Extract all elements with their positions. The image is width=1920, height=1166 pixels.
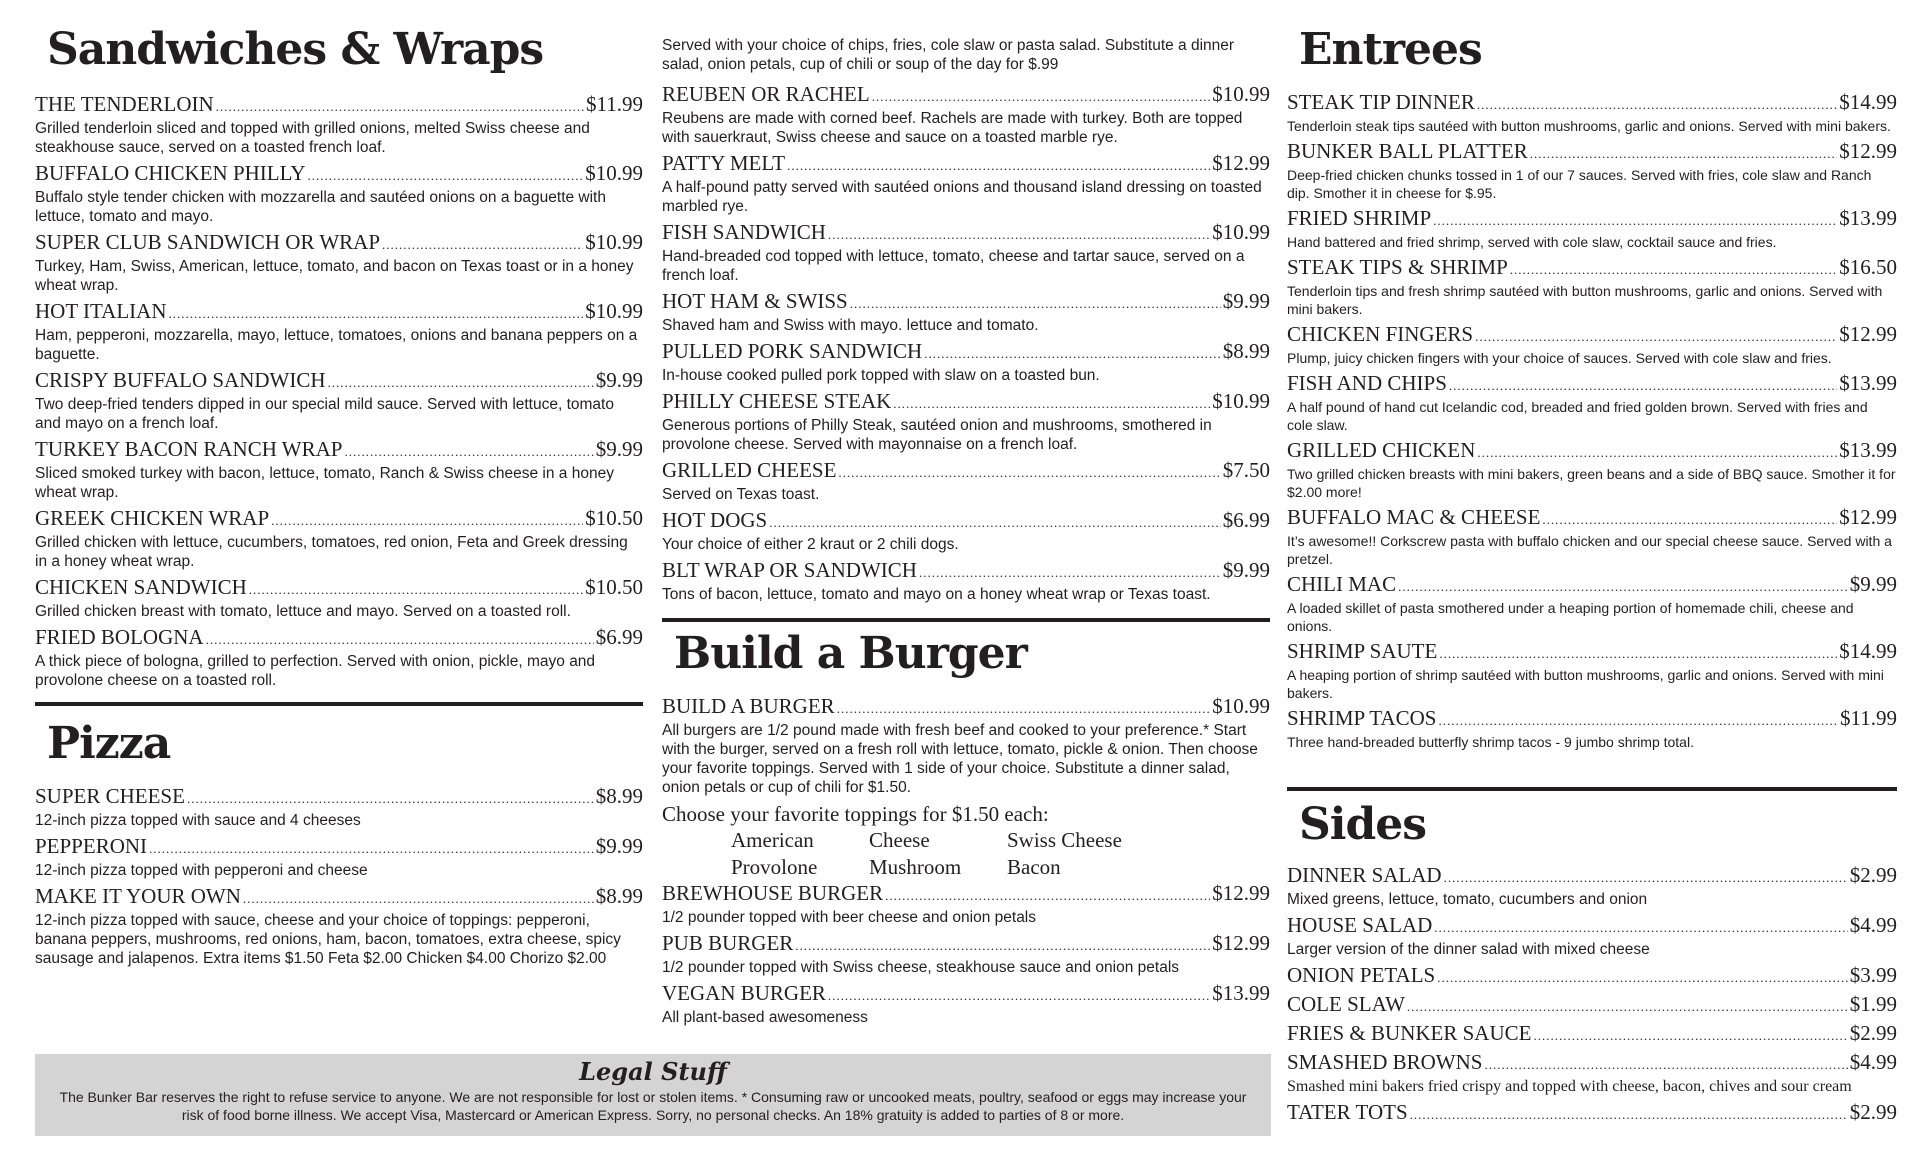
menu-item-name: BUFFALO MAC & CHEESE bbox=[1287, 505, 1541, 529]
menu-item-name: HOUSE SALAD bbox=[1287, 913, 1433, 937]
menu-item-header bbox=[662, 558, 1270, 585]
menu-item-name: BREWHOUSE BURGER bbox=[662, 881, 884, 905]
menu-item bbox=[1287, 572, 1897, 635]
menu-item-price: $9.99 bbox=[1222, 558, 1270, 582]
menu-item-price: $12.99 bbox=[1839, 505, 1897, 529]
menu-item-header bbox=[1287, 255, 1897, 282]
menu-item-name: FRIES & BUNKER SAUCE bbox=[1287, 1021, 1532, 1045]
menu-item-header bbox=[662, 931, 1270, 958]
menu-item-header bbox=[35, 92, 643, 119]
dot-leader bbox=[1444, 866, 1848, 890]
menu-item-name: SMASHED BROWNS bbox=[1287, 1050, 1483, 1074]
dot-leader bbox=[1398, 575, 1848, 599]
menu-item-description: Hand-breaded cod topped with lettuce, tomato, cheese and tartar sauce, served on a french loaf. bbox=[662, 248, 1245, 284]
menu-item-price: $12.99 bbox=[1839, 322, 1897, 346]
menu-item-price: $2.99 bbox=[1849, 863, 1897, 887]
menu-item-name: VEGAN BURGER bbox=[662, 981, 826, 1005]
menu-item bbox=[662, 151, 1270, 216]
menu-item bbox=[35, 834, 643, 880]
menu-item-header bbox=[1287, 438, 1897, 465]
menu-item-header bbox=[35, 784, 643, 811]
menu-item-name: THE TENDERLOIN bbox=[35, 92, 214, 116]
menu-item-price: $10.50 bbox=[585, 506, 643, 530]
menu-item-header bbox=[1287, 139, 1897, 166]
menu-item-price: $10.99 bbox=[585, 230, 643, 254]
topping: Mushroom bbox=[869, 855, 962, 879]
section-divider bbox=[662, 618, 1270, 622]
menu-item bbox=[1287, 371, 1897, 434]
menu-item-name: BLT WRAP OR SANDWICH bbox=[662, 558, 917, 582]
menu-item-description: In-house cooked pulled pork topped with slaw on a toasted bun. bbox=[662, 367, 1100, 384]
menu-item-description: 12-inch pizza topped with sauce, cheese and your choice of toppings: pepperoni, banana peppers, mushrooms, red onions, ham, bacon, tomatoes, extra cheese, spicy sausage and jalapenos. Extra items $1.50 Feta $2.00 Chicken $4.00 Chorizo $2.00 bbox=[35, 912, 621, 967]
menu-item-name: STEAK TIP DINNER bbox=[1287, 90, 1475, 114]
dot-leader bbox=[1475, 325, 1837, 349]
menu-item-price: $13.99 bbox=[1212, 981, 1270, 1005]
menu-item-name: ONION PETALS bbox=[1287, 963, 1436, 987]
menu-item-name: FRIED SHRIMP bbox=[1287, 206, 1432, 230]
menu-item-description: Grilled tenderloin sliced and topped with grilled onions, melted Swiss cheese and steakhouse sauce, served on a toasted french loaf. bbox=[35, 120, 590, 156]
section-divider bbox=[1287, 787, 1897, 791]
menu-item-description: Ham, pepperoni, mozzarella, mayo, lettuce, tomatoes, onions and banana peppers on a baguette. bbox=[35, 327, 638, 363]
dot-leader bbox=[828, 984, 1210, 1008]
menu-item-header bbox=[1287, 572, 1897, 599]
menu-item-price: $2.99 bbox=[1849, 1100, 1897, 1124]
dot-leader bbox=[885, 884, 1210, 908]
menu-item-name: PEPPERONI bbox=[35, 834, 148, 858]
menu-item-name: CHILI MAC bbox=[1287, 572, 1397, 596]
menu-item-price: $8.99 bbox=[1222, 339, 1270, 363]
menu-item-name: PHILLY CHEESE STEAK bbox=[662, 389, 892, 413]
menu-item-description: 12-inch pizza topped with pepperoni and cheese bbox=[35, 862, 368, 879]
build-a-burger-item bbox=[662, 694, 1270, 797]
menu-item-name: SHRIMP TACOS bbox=[1287, 706, 1437, 730]
menu-item-name: BUILD A BURGER bbox=[662, 694, 835, 718]
dot-leader bbox=[924, 342, 1221, 366]
dot-leader bbox=[308, 164, 584, 188]
sandwich-sides-note: Served with your choice of chips, fries, cole slaw or pasta salad. Substitute a dinner salad, onion petals, cup of chili or soup of the day for $.99 bbox=[662, 37, 1235, 73]
menu-item-name: FISH SANDWICH bbox=[662, 220, 826, 244]
menu-item bbox=[1287, 505, 1897, 568]
menu-item bbox=[662, 82, 1270, 147]
menu-item-description: A loaded skillet of pasta smothered under a heaping portion of homemade chili, cheese and onions. bbox=[1287, 600, 1854, 634]
menu-item-name: MAKE IT YOUR OWN bbox=[35, 884, 241, 908]
menu-item bbox=[1287, 206, 1897, 251]
pizza-title: Pizza bbox=[47, 718, 171, 769]
menu-item-name: STEAK TIPS & SHRIMP bbox=[1287, 255, 1508, 279]
menu-item-name: BUFFALO CHICKEN PHILLY bbox=[35, 161, 306, 185]
menu-item-price: $11.99 bbox=[586, 92, 643, 116]
dot-leader bbox=[1530, 142, 1838, 166]
burger-list bbox=[662, 881, 1270, 1027]
menu-item-header bbox=[662, 389, 1270, 416]
menu-item bbox=[662, 694, 1270, 797]
dot-leader bbox=[1437, 966, 1848, 990]
dot-leader bbox=[1439, 642, 1837, 666]
menu-item-price: $1.99 bbox=[1849, 992, 1897, 1016]
menu-item-header bbox=[1287, 206, 1897, 233]
menu-item-header bbox=[662, 82, 1270, 109]
menu-item bbox=[35, 92, 643, 157]
menu-item bbox=[1287, 913, 1897, 959]
menu-item-price: $16.50 bbox=[1839, 255, 1897, 279]
menu-item-price: $12.99 bbox=[1212, 931, 1270, 955]
menu-item-price: $10.99 bbox=[585, 299, 643, 323]
menu-item-description: Two deep-fried tenders dipped in our special mild sauce. Served with lettuce, tomato and mayo on a french loaf. bbox=[35, 396, 614, 432]
menu-item-description: A half pound of hand cut Icelandic cod, breaded and fried golden brown. Served with fries and cole slaw. bbox=[1287, 399, 1868, 433]
dot-leader bbox=[382, 233, 583, 257]
menu-item-description: All plant-based awesomeness bbox=[662, 1009, 868, 1026]
dot-leader bbox=[328, 371, 594, 395]
menu-item bbox=[662, 289, 1270, 335]
menu-item-description: Turkey, Ham, Swiss, American, lettuce, tomato, and bacon on Texas toast or in a honey wheat wrap. bbox=[35, 258, 634, 294]
menu-item-header bbox=[1287, 322, 1897, 349]
dot-leader bbox=[837, 697, 1211, 721]
dot-leader bbox=[149, 837, 594, 861]
dot-leader bbox=[838, 461, 1220, 485]
legal-title: Legal Stuff bbox=[579, 1057, 727, 1086]
menu-item bbox=[35, 784, 643, 830]
menu-item-header bbox=[1287, 963, 1897, 990]
menu-item-description: 1/2 pounder topped with Swiss cheese, steakhouse sauce and onion petals bbox=[662, 959, 1180, 976]
menu-item-header bbox=[35, 834, 643, 861]
menu-item-header bbox=[1287, 1050, 1897, 1077]
menu-item-name: PULLED PORK SANDWICH bbox=[662, 339, 923, 363]
menu-item bbox=[35, 437, 643, 502]
menu-item-header bbox=[1287, 992, 1897, 1019]
menu-item-description: Grilled chicken breast with tomato, lettuce and mayo. Served on a toasted roll. bbox=[35, 603, 571, 620]
dot-leader bbox=[893, 392, 1210, 416]
entrees-title: Entrees bbox=[1299, 24, 1482, 75]
menu-item bbox=[1287, 90, 1897, 135]
menu-item bbox=[662, 931, 1270, 977]
menu-item-name: GREEK CHICKEN WRAP bbox=[35, 506, 270, 530]
menu-item bbox=[1287, 1050, 1897, 1096]
menu-item-header bbox=[662, 981, 1270, 1008]
menu-item-name: HOT DOGS bbox=[662, 508, 768, 532]
menu-item-name: COLE SLAW bbox=[1287, 992, 1405, 1016]
menu-item bbox=[1287, 706, 1897, 751]
dot-leader bbox=[206, 628, 594, 652]
dot-leader bbox=[1477, 441, 1837, 465]
dot-leader bbox=[1533, 1024, 1847, 1048]
menu-item bbox=[662, 389, 1270, 454]
menu-item-price: $13.99 bbox=[1839, 206, 1897, 230]
dot-leader bbox=[787, 154, 1210, 178]
sandwiches-title: Sandwiches & Wraps bbox=[47, 24, 544, 75]
pizza-list bbox=[35, 784, 643, 968]
menu-item bbox=[35, 884, 643, 968]
menu-item-header bbox=[1287, 706, 1897, 733]
menu-item-name: PUB BURGER bbox=[662, 931, 794, 955]
menu-item-header bbox=[1287, 1100, 1897, 1127]
menu-item-description: Tenderloin steak tips sautéed with button mushrooms, garlic and onions. Served with mini bakers. bbox=[1287, 118, 1891, 134]
menu-item bbox=[35, 575, 643, 621]
column-middle bbox=[662, 0, 1270, 1031]
menu-item bbox=[1287, 963, 1897, 990]
menu-item bbox=[662, 339, 1270, 385]
menu-item-description: Sliced smoked turkey with bacon, lettuce, tomato, Ranch & Swiss cheese in a honey wheat wrap. bbox=[35, 465, 614, 501]
menu-item-header bbox=[1287, 913, 1897, 940]
menu-item-price: $10.50 bbox=[585, 575, 643, 599]
menu-item bbox=[662, 220, 1270, 285]
menu-item-header bbox=[662, 151, 1270, 178]
menu-item-description: Grilled chicken with lettuce, cucumbers, tomatoes, red onion, Feta and Greek dressing in a honey wheat wrap. bbox=[35, 534, 628, 570]
menu-item-description: A heaping portion of shrimp sautéed with button mushrooms, garlic and onions. Served with mini bakers. bbox=[1287, 667, 1884, 701]
dot-leader bbox=[249, 578, 584, 602]
menu-item-header bbox=[662, 694, 1270, 721]
dot-leader bbox=[187, 787, 594, 811]
menu-item-header bbox=[1287, 371, 1897, 398]
menu-item-description: A half-pound patty served with sautéed onions and thousand island dressing on toasted marbled rye. bbox=[662, 179, 1262, 215]
dot-leader bbox=[1542, 508, 1837, 532]
menu-item bbox=[662, 981, 1270, 1027]
menu-item-name: HOT ITALIAN bbox=[35, 299, 167, 323]
menu-item-header bbox=[662, 339, 1270, 366]
menu-item bbox=[1287, 255, 1897, 318]
menu-item-price: $10.99 bbox=[1212, 82, 1270, 106]
menu-item-header bbox=[662, 508, 1270, 535]
topping: Cheese bbox=[869, 828, 930, 852]
dot-leader bbox=[769, 511, 1221, 535]
menu-item-header bbox=[35, 575, 643, 602]
menu-item-header bbox=[35, 506, 643, 533]
menu-item-price: $2.99 bbox=[1849, 1021, 1897, 1045]
menu-item-price: $12.99 bbox=[1212, 881, 1270, 905]
menu-item bbox=[35, 506, 643, 571]
menu-item-price: $7.50 bbox=[1222, 458, 1270, 482]
legal-box bbox=[35, 1054, 1271, 1136]
menu-item bbox=[662, 508, 1270, 554]
middle-sandwiches-list bbox=[662, 82, 1270, 604]
menu-item-header bbox=[1287, 1021, 1897, 1048]
menu-item-price: $6.99 bbox=[595, 625, 643, 649]
menu-item-header bbox=[35, 368, 643, 395]
menu-item-price: $3.99 bbox=[1849, 963, 1897, 987]
menu-item-price: $10.99 bbox=[585, 161, 643, 185]
menu-item-description: Buffalo style tender chicken with mozzarella and sautéed onions on a baguette with lettuce, tomato and mayo. bbox=[35, 189, 606, 225]
menu-item-price: $13.99 bbox=[1839, 371, 1897, 395]
menu-item bbox=[1287, 139, 1897, 202]
dot-leader bbox=[243, 887, 594, 911]
column-right bbox=[1287, 0, 1897, 1129]
dot-leader bbox=[1410, 1103, 1848, 1127]
menu-item-name: TURKEY BACON RANCH WRAP bbox=[35, 437, 343, 461]
dot-leader bbox=[1434, 916, 1847, 940]
menu-item-description: It’s awesome!! Corkscrew pasta with buffalo chicken and our special cheese sauce. Served with a pretzel. bbox=[1287, 533, 1892, 567]
menu-item-price: $8.99 bbox=[595, 884, 643, 908]
menu-item-header bbox=[35, 437, 643, 464]
dot-leader bbox=[795, 934, 1210, 958]
menu-item-header bbox=[1287, 639, 1897, 666]
menu-item-description: Your choice of either 2 kraut or 2 chili dogs. bbox=[662, 536, 959, 553]
menu-item-name: TATER TOTS bbox=[1287, 1100, 1408, 1124]
menu-item-price: $12.99 bbox=[1839, 139, 1897, 163]
menu-item-description: 12-inch pizza topped with sauce and 4 cheeses bbox=[35, 812, 361, 829]
toppings-heading: Choose your favorite toppings for $1.50 each: bbox=[662, 802, 1049, 826]
sandwiches-list bbox=[35, 92, 643, 690]
menu-item-description: 1/2 pounder topped with beer cheese and onion petals bbox=[662, 909, 1037, 926]
dot-leader bbox=[1433, 209, 1837, 233]
menu-item bbox=[1287, 438, 1897, 501]
menu-item bbox=[1287, 992, 1897, 1019]
menu-item bbox=[1287, 863, 1897, 909]
sides-list bbox=[1287, 863, 1897, 1127]
menu-item-header bbox=[35, 299, 643, 326]
menu-item bbox=[35, 368, 643, 433]
legal-text: The Bunker Bar reserves the right to refuse service to anyone. We are not responsible for lost or stolen items. * Consuming raw or uncooked meats, poultry, seafood or eggs may increase your risk of food borne illness. We accept Visa, Mastercard or American Express. Sorry, no personal checks. An 18% gratuity is added to parties of 8 or more. bbox=[59, 1089, 1247, 1123]
toppings-grid bbox=[731, 827, 1270, 881]
menu-item-name: SHRIMP SAUTE bbox=[1287, 639, 1438, 663]
menu-item-description: Tons of bacon, lettuce, tomato and mayo on a honey wheat wrap or Texas toast. bbox=[662, 586, 1211, 603]
menu-item bbox=[1287, 639, 1897, 702]
menu-item-description: Three hand-breaded butterfly shrimp tacos - 9 jumbo shrimp total. bbox=[1287, 734, 1694, 750]
menu-item-description: Shaved ham and Swiss with mayo. lettuce and tomato. bbox=[662, 317, 1039, 334]
dot-leader bbox=[1484, 1053, 1847, 1077]
menu-item bbox=[35, 625, 643, 690]
menu-item-name: SUPER CHEESE bbox=[35, 784, 185, 808]
topping: American bbox=[731, 828, 814, 852]
entrees-list bbox=[1287, 90, 1897, 751]
menu-item-price: $14.99 bbox=[1839, 639, 1897, 663]
menu-item-price: $4.99 bbox=[1849, 1050, 1897, 1074]
menu-item-price: $10.99 bbox=[1212, 220, 1270, 244]
menu-item-price: $12.99 bbox=[1212, 151, 1270, 175]
dot-leader bbox=[872, 85, 1211, 109]
menu-item bbox=[1287, 1100, 1897, 1127]
menu-item-description: Served on Texas toast. bbox=[662, 486, 820, 503]
menu-item-header bbox=[35, 625, 643, 652]
menu-item-header bbox=[662, 458, 1270, 485]
dot-leader bbox=[828, 223, 1210, 247]
menu-item-price: $14.99 bbox=[1839, 90, 1897, 114]
menu-item-price: $8.99 bbox=[595, 784, 643, 808]
column-left bbox=[35, 0, 643, 972]
dot-leader bbox=[169, 302, 584, 326]
dot-leader bbox=[919, 561, 1221, 585]
dot-leader bbox=[850, 292, 1221, 316]
menu-item-price: $4.99 bbox=[1849, 913, 1897, 937]
menu-item-name: DINNER SALAD bbox=[1287, 863, 1442, 887]
menu-item-description: A thick piece of bologna, grilled to perfection. Served with onion, pickle, mayo and provolone cheese on a toasted roll. bbox=[35, 653, 596, 689]
menu-item-header bbox=[1287, 505, 1897, 532]
dot-leader bbox=[1438, 709, 1838, 733]
menu-item-name: CHICKEN SANDWICH bbox=[35, 575, 247, 599]
menu-item-name: HOT HAM & SWISS bbox=[662, 289, 848, 313]
menu-item-description: Hand battered and fried shrimp, served with cole slaw, cocktail sauce and fries. bbox=[1287, 234, 1777, 250]
menu-item-price: $9.99 bbox=[595, 368, 643, 392]
menu-item-description: Deep-fried chicken chunks tossed in 1 of our 7 sauces. Served with fries, cole slaw and Ranch dip. Smother it in cheese for $.95. bbox=[1287, 167, 1872, 201]
menu-item bbox=[1287, 322, 1897, 367]
menu-item-price: $11.99 bbox=[1840, 706, 1897, 730]
dot-leader bbox=[1477, 93, 1837, 117]
dot-leader bbox=[344, 440, 593, 464]
menu-item-description: All burgers are 1/2 pound made with fresh beef and cooked to your preference.* Start with the burger, served on a fresh roll with lettuce, tomato, pickle & onion. Then choose your favorite toppings. Served with 1 side of your choice. Substitute a dinner salad, onion petals or cup of chili for $1.50. bbox=[662, 722, 1258, 796]
menu-item-header bbox=[662, 220, 1270, 247]
menu-item-price: $9.99 bbox=[1849, 572, 1897, 596]
dot-leader bbox=[1510, 258, 1838, 282]
menu-item-name: GRILLED CHICKEN bbox=[1287, 438, 1476, 462]
menu-item-name: FISH AND CHIPS bbox=[1287, 371, 1447, 395]
menu-item bbox=[35, 230, 643, 295]
topping: Provolone bbox=[731, 855, 818, 879]
burger-title: Build a Burger bbox=[674, 628, 1027, 679]
menu-item-name: BUNKER BALL PLATTER bbox=[1287, 139, 1528, 163]
menu-item-name: REUBEN OR RACHEL bbox=[662, 82, 870, 106]
menu-item-name: FRIED BOLOGNA bbox=[35, 625, 204, 649]
menu-item-description: Reubens are made with corned beef. Rachels are made with turkey. Both are topped with sauerkraut, Swiss cheese and sauce on a toasted marble rye. bbox=[662, 110, 1243, 146]
menu-item-header bbox=[35, 230, 643, 257]
menu-item-description: Smashed mini bakers fried crispy and topped with cheese, bacon, chives and sour cream bbox=[1287, 1078, 1852, 1095]
menu-item bbox=[662, 558, 1270, 604]
menu-item-name: CHICKEN FINGERS bbox=[1287, 322, 1474, 346]
menu-item bbox=[35, 299, 643, 364]
menu-item-description: Tenderloin tips and fresh shrimp sautéed with button mushrooms, garlic and onions. Served with mini bakers. bbox=[1287, 283, 1883, 317]
dot-leader bbox=[271, 509, 583, 533]
menu-item-price: $9.99 bbox=[595, 437, 643, 461]
topping: Swiss Cheese bbox=[1007, 828, 1122, 852]
topping: Bacon bbox=[1007, 855, 1061, 879]
sides-title: Sides bbox=[1299, 799, 1427, 850]
menu-item-description: Two grilled chicken breasts with mini bakers, green beans and a side of BBQ sauce. Smother it for $2.00 more! bbox=[1287, 466, 1896, 500]
dot-leader bbox=[1449, 374, 1837, 398]
menu-item bbox=[35, 161, 643, 226]
menu-item-name: SUPER CLUB SANDWICH OR WRAP bbox=[35, 230, 380, 254]
menu-item-price: $10.99 bbox=[1212, 389, 1270, 413]
dot-leader bbox=[216, 95, 584, 119]
menu-item-price: $9.99 bbox=[595, 834, 643, 858]
menu-item-price: $6.99 bbox=[1222, 508, 1270, 532]
menu-item-header bbox=[1287, 90, 1897, 117]
menu-item-description: Generous portions of Philly Steak, sautéed onion and mushrooms, smothered in provolone cheese. Served with mayonnaise on a french loaf. bbox=[662, 417, 1212, 453]
menu-item-name: GRILLED CHEESE bbox=[662, 458, 837, 482]
menu-item-price: $10.99 bbox=[1212, 694, 1270, 718]
menu-item-header bbox=[35, 161, 643, 188]
menu-item bbox=[662, 881, 1270, 927]
menu-item-description: Plump, juicy chicken fingers with your choice of sauces. Served with cole slaw and fries. bbox=[1287, 350, 1832, 366]
menu-item-header bbox=[662, 881, 1270, 908]
menu-item-description: Mixed greens, lettuce, tomato, cucumbers and onion bbox=[1287, 891, 1648, 908]
menu-item-header bbox=[1287, 863, 1897, 890]
menu-item-price: $9.99 bbox=[1222, 289, 1270, 313]
menu-item-description: Larger version of the dinner salad with mixed cheese bbox=[1287, 941, 1650, 958]
dot-leader bbox=[1407, 995, 1848, 1019]
menu-item bbox=[1287, 1021, 1897, 1048]
menu-item bbox=[662, 458, 1270, 504]
menu-item-header bbox=[35, 884, 643, 911]
menu-item-header bbox=[662, 289, 1270, 316]
menu-item-price: $13.99 bbox=[1839, 438, 1897, 462]
menu-item-name: CRISPY BUFFALO SANDWICH bbox=[35, 368, 326, 392]
menu-item-name: PATTY MELT bbox=[662, 151, 786, 175]
section-divider bbox=[35, 702, 643, 706]
